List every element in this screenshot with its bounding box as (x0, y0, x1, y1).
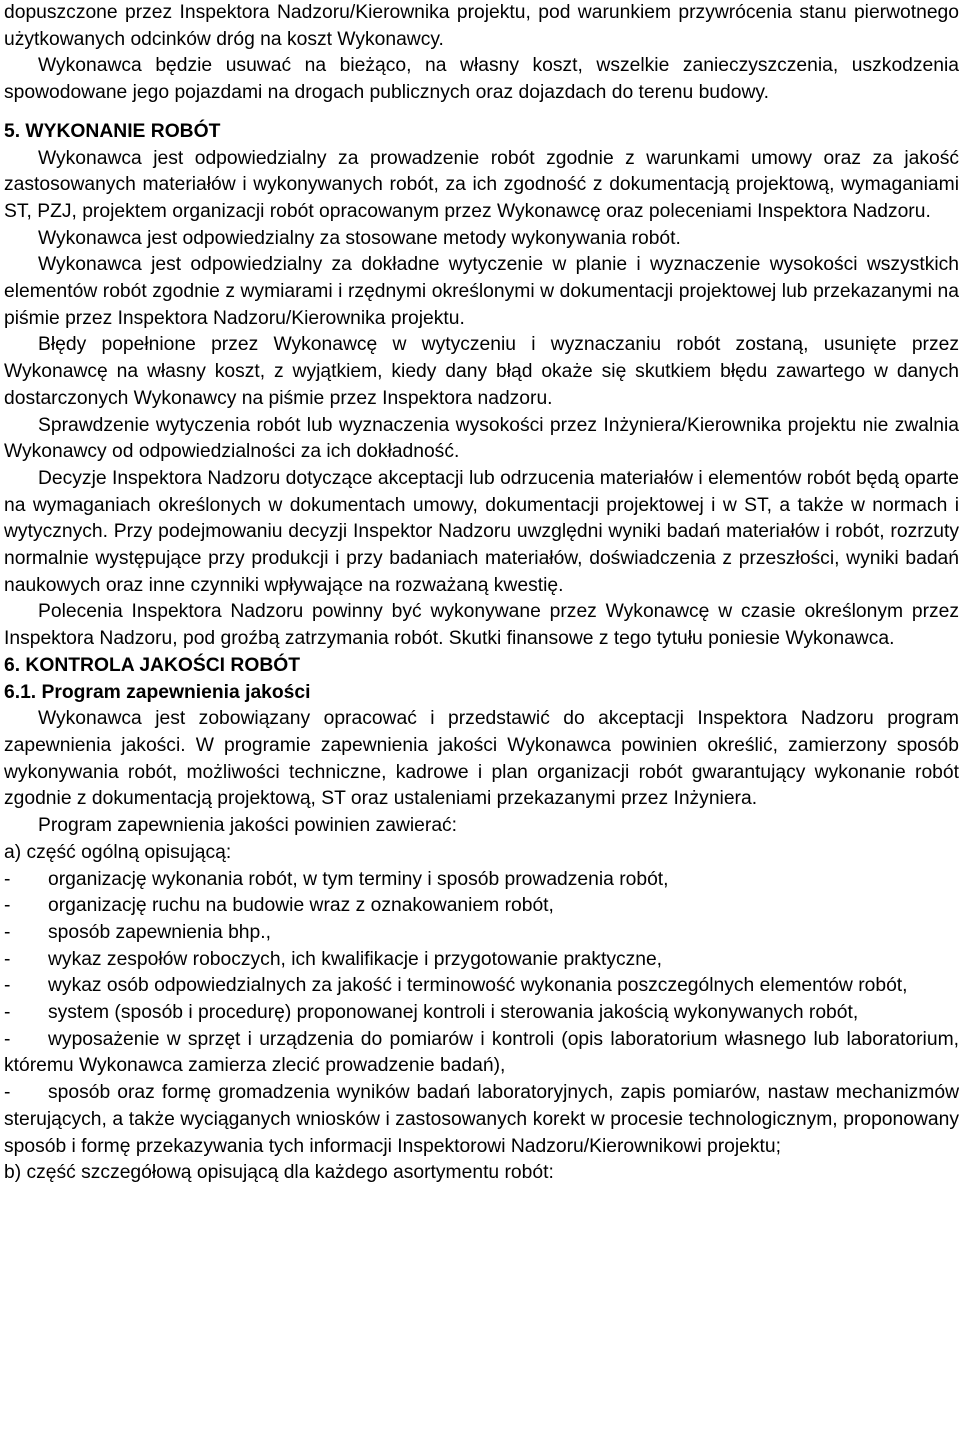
list-dash: - (4, 1002, 11, 1024)
list-item (4, 1000, 959, 1027)
section-5-paragraph-6: Decyzje Inspektora Nadzoru dotyczące akceptacji lub odrzucenia materiałów i elementów robót będą oparte na wymaganiach określonych w dokumentach umowy, dokumentacji projektowej i w ST, a także w normach i wytycznych. Przy podejmowaniu decyzji Inspektor Nadzoru uwzględni wyniki badań materiałów i robót, rozrzuty normalnie występujące przy produkcji i przy badaniach materiałów, doświadczenia z przeszłości, wyniki badań naukowych oraz inne czynniki wpływające na rozważaną kwestię. (4, 467, 959, 596)
section-5-heading (4, 119, 959, 146)
list-item (4, 893, 959, 920)
list-dash: - (4, 868, 11, 890)
section-6-heading: 6. KONTROLA JAKOŚCI ROBÓT (4, 654, 301, 676)
document-page (4, 0, 959, 1187)
list-dash: - (4, 1082, 11, 1104)
section-5-paragraph-5: Sprawdzenie wytyczenia robót lub wyznaczenia wysokości przez Inżyniera/Kierownika projektu nie zwalnia Wykonawcy od odpowiedzialności za ich dokładność. (4, 414, 959, 463)
section-5-paragraph-4: Błędy popełnione przez Wykonawcę w wytyczeniu i wyznaczaniu robót zostaną, usunięte przez Wykonawcę na własny koszt, z wyjątkiem, kiedy dany błąd okaże się skutkiem błędu zawartego w danych dostarczonych Wykonawcy na piśmie przez Inspektora nadzoru. (4, 334, 959, 409)
list-item (4, 1027, 959, 1080)
list-item (4, 920, 959, 947)
section-5-paragraph-2: Wykonawca jest odpowiedzialny za stosowane metody wykonywania robót. (38, 227, 681, 249)
section-5-heading-text: 5. WYKONANIE ROBÓT (4, 120, 221, 142)
list-dash: - (4, 1028, 11, 1050)
list-dash: - (4, 895, 11, 917)
intro-paragraph-2: Wykonawca będzie usuwać na bieżąco, na własny koszt, wszelkie zanieczyszczenia, uszkodzenia spowodowane jego pojazdami na drogach publicznych oraz dojazdach do terenu budowy. (4, 55, 959, 104)
list-item (4, 947, 959, 974)
list-item-text: system (sposób i procedurę) proponowanej kontroli i sterowania jakością wykonywanych robót, (48, 1002, 859, 1024)
section-5-paragraph-7: Polecenia Inspektora Nadzoru powinny być wykonywane przez Wykonawcę w czasie określonym przez Inspektora Nadzoru, pod groźbą zatrzymania robót. Skutki finansowe z tego tytułu poniesie Wykonawca. (4, 601, 959, 650)
list-item-text: organizację wykonania robót, w tym terminy i sposób prowadzenia robót, (48, 868, 669, 890)
part-a-label: a) część ogólną opisującą: (4, 841, 232, 863)
list-item (4, 973, 959, 1000)
list-dash: - (4, 948, 11, 970)
section-5-paragraph-1: Wykonawca jest odpowiedzialny za prowadzenie robót zgodnie z warunkami umowy oraz za jakość zastosowanych materiałów i wykonywanych robót, za ich zgodność z dokumentacją projektową, wymaganiami ST, PZJ, projektem organizacji robót opracowanym przez Wykonawcę oraz poleceniami Inspektora Nadzoru. (4, 147, 959, 222)
list-item-text: wyposażenie w sprzęt i urządzenia do pomiarów i kontroli (opis laboratorium własnego lub laboratorium, któremu Wykonawca zamierza zlecić prowadzenie badań), (4, 1028, 959, 1077)
intro-paragraph-1: dopuszczone przez Inspektora Nadzoru/Kierownika projektu, pod warunkiem przywrócenia stanu pierwotnego użytkowanych odcinków dróg na koszt Wykonawcy. (4, 2, 959, 50)
list-item-text: sposób zapewnienia bhp., (48, 921, 271, 943)
list-item (4, 1080, 959, 1160)
section-5-paragraph-3: Wykonawca jest odpowiedzialny za dokładne wytyczenie w planie i wyznaczenie wysokości wszystkich elementów robót zgodnie z wymiarami i rzędnymi określonymi w dokumentacji projektowej lub przekazanymi na piśmie przez Inspektora Nadzoru/Kierownika projektu. (4, 254, 959, 329)
list-item (4, 867, 959, 894)
section-6-1-heading: 6.1. Program zapewnienia jakości (4, 681, 311, 703)
list-dash: - (4, 975, 11, 997)
program-intro: Program zapewnienia jakości powinien zawierać: (38, 815, 458, 837)
list-item-text: wykaz osób odpowiedzialnych za jakość i terminowość wykonania poszczególnych elementów robót, (48, 975, 908, 997)
list-dash: - (4, 921, 11, 943)
list-item-text: sposób oraz formę gromadzenia wyników badań laboratoryjnych, zapis pomiarów, nastaw mechanizmów sterujących, a także wyciąganych wniosków i zastosowanych korekt w procesie technologicznym, proponowany sposób i formę przekazywania tych informacji Inspektorowi Nadzoru/Kierownikowi projektu; (4, 1082, 959, 1157)
part-b-label: b) część szczegółową opisującą dla każdego asortymentu robót: (4, 1162, 554, 1184)
list-item-text: organizację ruchu na budowie wraz z oznakowaniem robót, (48, 895, 554, 917)
section-6-1-paragraph: Wykonawca jest zobowiązany opracować i przedstawić do akceptacji Inspektora Nadzoru program zapewnienia jakości. W programie zapewnienia jakości Wykonawca powinien określić, zamierzony sposób wykonywania robót, możliwości techniczne, kadrowe i plan organizacji robót gwarantujący wykonanie robót zgodnie z dokumentacją projektową, ST oraz ustaleniami przekazanymi przez Inżyniera. (4, 708, 959, 810)
list-item-text: wykaz zespołów roboczych, ich kwalifikacje i przygotowanie praktyczne, (48, 948, 663, 970)
